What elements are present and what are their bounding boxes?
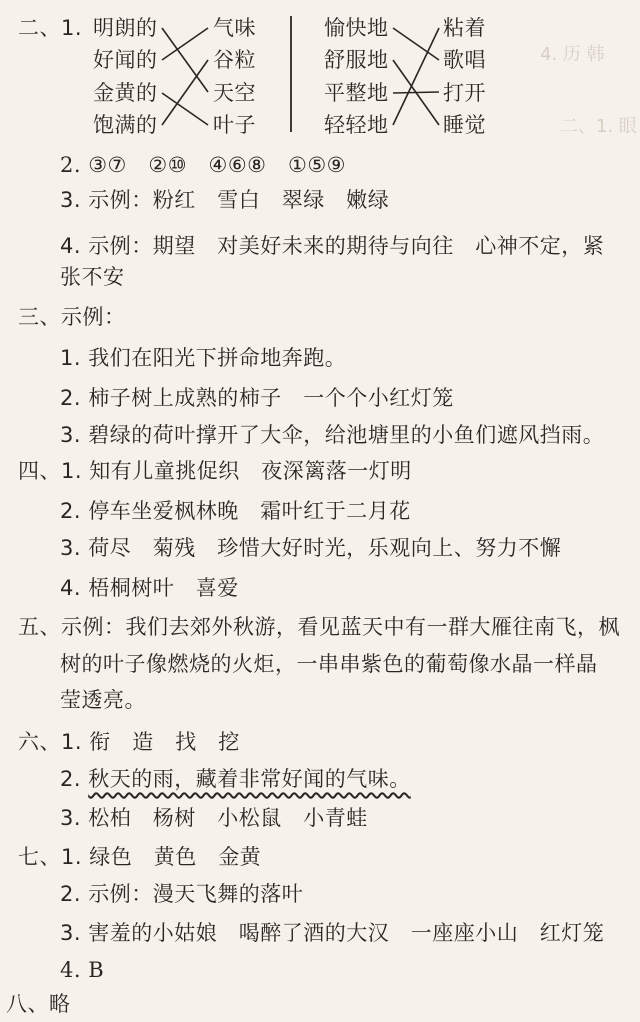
match-right-a-2: 舒服地 xyxy=(324,48,389,72)
match-left-a-4: 饱满的 xyxy=(93,113,158,137)
s6-q2-underlined-sentence: 秋天的雨，藏着非常好闻的气味。 xyxy=(88,767,411,791)
s5-line2: 树的叶子像燃烧的火炬，一串串紫色的葡萄像水晶一样晶 xyxy=(60,652,598,676)
match-line xyxy=(162,60,208,125)
s2-q3: 3. 示例：粉红 雪白 翠绿 嫩绿 xyxy=(60,188,390,212)
match-line xyxy=(162,28,208,60)
s4-q4: 4. 梧桐树叶 喜爱 xyxy=(60,576,239,600)
match-right-b-1: 粘着 xyxy=(443,16,486,40)
match-left-a-2: 好闻的 xyxy=(93,48,158,72)
match-line xyxy=(393,92,439,93)
s3-q3: 3. 碧绿的荷叶撑开了大伞，给池塘里的小鱼们遮风挡雨。 xyxy=(60,423,605,447)
s6-q1: 六、1. 衔 造 找 挖 xyxy=(18,730,240,754)
match-left-b-4: 叶子 xyxy=(213,113,256,137)
match-right-b-3: 打开 xyxy=(443,81,486,105)
s7-q1: 七、1. 绿色 黄色 金黄 xyxy=(18,845,262,869)
match-line xyxy=(162,28,208,92)
s2-q2: 2. ③⑦ ②⑩ ④⑥⑧ ①⑤⑨ xyxy=(60,153,346,177)
s2-q4-line1: 4. 示例：期望 对美好未来的期待与向往 心神不定，紧 xyxy=(60,234,605,258)
s4-q1: 四、1. 知有儿童挑促织 夜深篱落一灯明 xyxy=(18,459,412,483)
match-line xyxy=(393,28,439,125)
s7-q2: 2. 示例：漫天飞舞的落叶 xyxy=(60,882,304,906)
match-right-b-2: 歌唱 xyxy=(443,48,486,72)
match-right-a-3: 平整地 xyxy=(324,81,389,105)
s5-line1: 五、示例：我们去郊外秋游，看见蓝天中有一群大雁往南飞，枫 xyxy=(18,615,620,639)
match-right-a-1: 愉快地 xyxy=(324,16,389,40)
section-3-heading: 三、示例： xyxy=(18,305,126,329)
s3-q1: 1. 我们在阳光下拼命地奔跑。 xyxy=(60,346,347,370)
match-right-b-4: 睡觉 xyxy=(443,113,486,137)
section-2-heading: 二、1. xyxy=(18,16,83,40)
match-right-a-4: 轻轻地 xyxy=(324,113,389,137)
bleed-through-text: 4. 历 韩 xyxy=(540,44,605,65)
match-left-b-2: 谷粒 xyxy=(213,48,256,72)
section-8-heading: 八、略 xyxy=(6,992,71,1016)
match-line xyxy=(162,93,208,125)
match-left-b-1: 气味 xyxy=(213,16,256,40)
s6-q3: 3. 松柏 杨树 小松鼠 小青蛙 xyxy=(60,806,368,830)
match-left-a-3: 金黄的 xyxy=(93,81,158,105)
s2-q4-line2: 张不安 xyxy=(60,265,125,289)
match-left-a-1: 明朗的 xyxy=(93,16,158,40)
match-left-b-3: 天空 xyxy=(213,81,256,105)
s6-q2-number: 2. xyxy=(60,767,89,791)
bleed-through-text: 二、1. 眼 xyxy=(560,116,637,137)
s7-q3: 3. 害羞的小姑娘 喝醉了酒的大汉 一座座小山 红灯笼 xyxy=(60,921,605,945)
s3-q2: 2. 柿子树上成熟的柿子 一个个小红灯笼 xyxy=(60,386,454,410)
s4-q2: 2. 停车坐爱枫林晚 霜叶红于二月花 xyxy=(60,499,411,523)
s4-q3: 3. 荷尽 菊残 珍惜大好时光，乐观向上、努力不懈 xyxy=(60,536,562,560)
matching-lines xyxy=(0,0,640,160)
s6-q2 xyxy=(60,765,411,793)
s7-q4: 4. B xyxy=(60,958,105,982)
s5-line3: 莹透亮。 xyxy=(60,688,146,712)
